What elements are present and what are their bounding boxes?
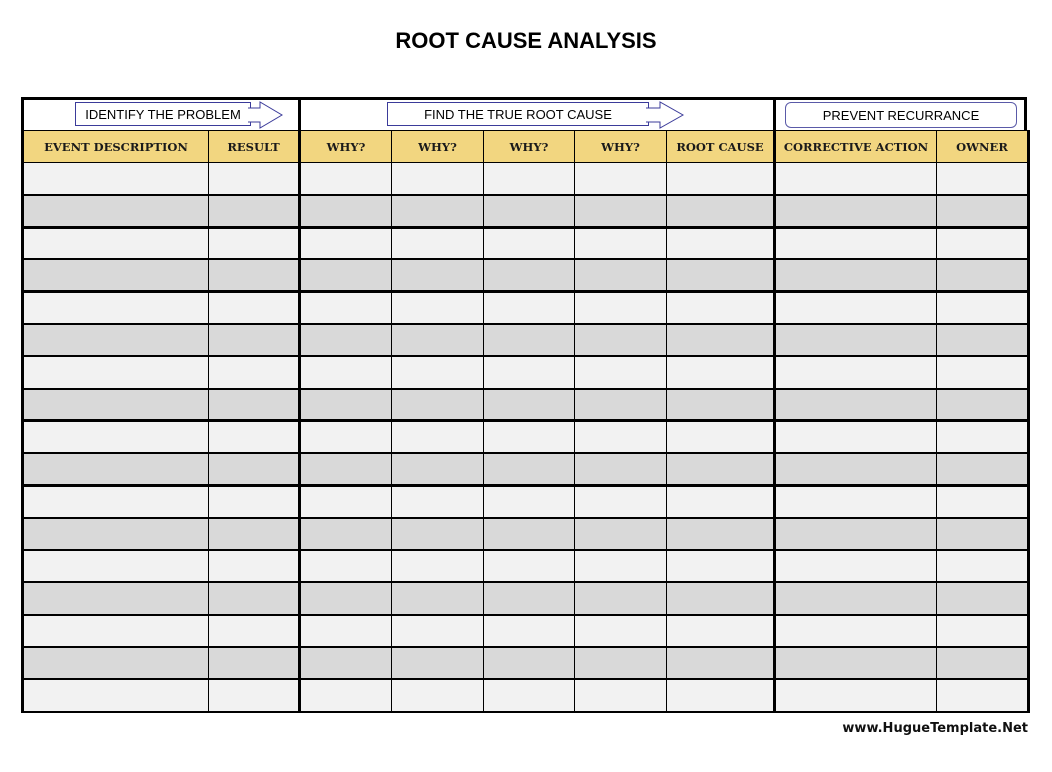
- cell-why-4[interactable]: [575, 421, 667, 453]
- cell-why-1[interactable]: [300, 453, 392, 485]
- cell-corrective-action[interactable]: [775, 550, 937, 582]
- cell-root-cause[interactable]: [667, 389, 775, 421]
- cell-corrective-action[interactable]: [775, 518, 937, 550]
- table-row: [23, 195, 1029, 227]
- cell-event-description[interactable]: [23, 550, 209, 582]
- cell-corrective-action[interactable]: [775, 485, 937, 517]
- identify-problem-label: IDENTIFY THE PROBLEM: [75, 102, 251, 126]
- cell-result[interactable]: [209, 453, 300, 485]
- cell-why-3[interactable]: [484, 227, 575, 259]
- cell-why-3[interactable]: [484, 292, 575, 324]
- cell-owner[interactable]: [937, 582, 1029, 614]
- cell-result[interactable]: [209, 615, 300, 647]
- cell-why-2[interactable]: [392, 518, 484, 550]
- cell-event-description[interactable]: [23, 453, 209, 485]
- cell-why-2[interactable]: [392, 679, 484, 711]
- cell-event-description[interactable]: [23, 259, 209, 291]
- cell-result[interactable]: [209, 195, 300, 227]
- table-row: [23, 421, 1029, 453]
- cell-why-1[interactable]: [300, 615, 392, 647]
- cell-why-2[interactable]: [392, 195, 484, 227]
- cell-why-4[interactable]: [575, 324, 667, 356]
- table-row: [23, 324, 1029, 356]
- cell-why-2[interactable]: [392, 259, 484, 291]
- cell-why-4[interactable]: [575, 227, 667, 259]
- table-row: [23, 227, 1029, 259]
- column-header-row: [23, 131, 1029, 163]
- cell-result[interactable]: [209, 227, 300, 259]
- table-row: [23, 485, 1029, 517]
- cell-owner[interactable]: [937, 163, 1029, 195]
- arrow-right-icon: [248, 101, 286, 129]
- cell-why-1[interactable]: [300, 550, 392, 582]
- arrow-right-icon: [646, 101, 686, 129]
- cell-why-4[interactable]: [575, 163, 667, 195]
- cell-why-1[interactable]: [300, 259, 392, 291]
- cell-why-2[interactable]: [392, 389, 484, 421]
- cell-event-description[interactable]: [23, 163, 209, 195]
- band-divider: [298, 100, 301, 130]
- col-header-root-cause: ROOT CAUSE: [667, 131, 775, 163]
- cell-why-4[interactable]: [575, 550, 667, 582]
- cell-root-cause[interactable]: [667, 679, 775, 711]
- cell-owner[interactable]: [937, 292, 1029, 324]
- cell-why-1[interactable]: [300, 356, 392, 388]
- cell-corrective-action[interactable]: [775, 195, 937, 227]
- cell-corrective-action[interactable]: [775, 389, 937, 421]
- table-row: [23, 356, 1029, 388]
- cell-corrective-action[interactable]: [775, 615, 937, 647]
- cell-owner[interactable]: [937, 453, 1029, 485]
- cell-why-3[interactable]: [484, 324, 575, 356]
- cell-root-cause[interactable]: [667, 163, 775, 195]
- cell-why-2[interactable]: [392, 550, 484, 582]
- cell-root-cause[interactable]: [667, 195, 775, 227]
- cell-result[interactable]: [209, 163, 300, 195]
- cell-why-2[interactable]: [392, 582, 484, 614]
- cell-corrective-action[interactable]: [775, 292, 937, 324]
- cell-result[interactable]: [209, 421, 300, 453]
- cell-result[interactable]: [209, 550, 300, 582]
- cell-why-2[interactable]: [392, 647, 484, 679]
- cell-why-1[interactable]: [300, 518, 392, 550]
- cell-corrective-action[interactable]: [775, 324, 937, 356]
- cell-why-2[interactable]: [392, 615, 484, 647]
- cell-owner[interactable]: [937, 550, 1029, 582]
- cell-owner[interactable]: [937, 324, 1029, 356]
- cell-corrective-action[interactable]: [775, 356, 937, 388]
- cell-corrective-action[interactable]: [775, 582, 937, 614]
- cell-why-1[interactable]: [300, 292, 392, 324]
- cell-why-2[interactable]: [392, 453, 484, 485]
- cell-root-cause[interactable]: [667, 615, 775, 647]
- cell-why-2[interactable]: [392, 485, 484, 517]
- col-header-why-2: WHY?: [392, 131, 484, 163]
- cell-event-description[interactable]: [23, 292, 209, 324]
- cell-why-3[interactable]: [484, 518, 575, 550]
- cell-result[interactable]: [209, 259, 300, 291]
- cell-event-description[interactable]: [23, 195, 209, 227]
- cell-corrective-action[interactable]: [775, 679, 937, 711]
- cell-root-cause[interactable]: [667, 259, 775, 291]
- cell-corrective-action[interactable]: [775, 163, 937, 195]
- rca-sheet: [21, 97, 1027, 713]
- cell-event-description[interactable]: [23, 582, 209, 614]
- cell-owner[interactable]: [937, 259, 1029, 291]
- cell-owner[interactable]: [937, 227, 1029, 259]
- cell-event-description[interactable]: [23, 679, 209, 711]
- table-row: [23, 582, 1029, 614]
- cell-why-1[interactable]: [300, 163, 392, 195]
- cell-root-cause[interactable]: [667, 485, 775, 517]
- cell-root-cause[interactable]: [667, 324, 775, 356]
- cell-why-3[interactable]: [484, 615, 575, 647]
- cell-event-description[interactable]: [23, 615, 209, 647]
- cell-why-1[interactable]: [300, 647, 392, 679]
- cell-event-description[interactable]: [23, 389, 209, 421]
- table-row: [23, 647, 1029, 679]
- col-header-owner: OWNER: [937, 131, 1029, 163]
- cell-why-3[interactable]: [484, 679, 575, 711]
- cell-root-cause[interactable]: [667, 421, 775, 453]
- phase-band: [21, 97, 1027, 130]
- cell-why-4[interactable]: [575, 259, 667, 291]
- cell-why-1[interactable]: [300, 485, 392, 517]
- cell-event-description[interactable]: [23, 518, 209, 550]
- cell-result[interactable]: [209, 518, 300, 550]
- cell-why-1[interactable]: [300, 582, 392, 614]
- cell-root-cause[interactable]: [667, 582, 775, 614]
- cell-root-cause[interactable]: [667, 356, 775, 388]
- cell-why-3[interactable]: [484, 421, 575, 453]
- col-header-event-description: EVENT DESCRIPTION: [23, 131, 209, 163]
- cell-why-4[interactable]: [575, 647, 667, 679]
- cell-result[interactable]: [209, 356, 300, 388]
- cell-why-3[interactable]: [484, 389, 575, 421]
- cell-why-3[interactable]: [484, 550, 575, 582]
- cell-owner[interactable]: [937, 518, 1029, 550]
- find-root-cause-label: FIND THE TRUE ROOT CAUSE: [387, 102, 649, 126]
- table-row: [23, 518, 1029, 550]
- cell-owner[interactable]: [937, 421, 1029, 453]
- cell-why-2[interactable]: [392, 292, 484, 324]
- cell-event-description[interactable]: [23, 421, 209, 453]
- rca-table: [21, 130, 1030, 713]
- page-title: ROOT CAUSE ANALYSIS: [395, 28, 657, 53]
- cell-event-description[interactable]: [23, 324, 209, 356]
- cell-corrective-action[interactable]: [775, 259, 937, 291]
- cell-why-4[interactable]: [575, 292, 667, 324]
- cell-corrective-action[interactable]: [775, 421, 937, 453]
- cell-owner[interactable]: [937, 679, 1029, 711]
- cell-corrective-action[interactable]: [775, 453, 937, 485]
- table-row: [23, 163, 1029, 195]
- col-header-why-1: WHY?: [300, 131, 392, 163]
- cell-why-4[interactable]: [575, 615, 667, 647]
- table-row: [23, 389, 1029, 421]
- cell-why-3[interactable]: [484, 195, 575, 227]
- cell-event-description[interactable]: [23, 647, 209, 679]
- cell-why-2[interactable]: [392, 227, 484, 259]
- cell-result[interactable]: [209, 582, 300, 614]
- cell-owner[interactable]: [937, 195, 1029, 227]
- cell-corrective-action[interactable]: [775, 227, 937, 259]
- cell-why-1[interactable]: [300, 324, 392, 356]
- cell-root-cause[interactable]: [667, 647, 775, 679]
- cell-corrective-action[interactable]: [775, 647, 937, 679]
- cell-why-4[interactable]: [575, 453, 667, 485]
- cell-why-2[interactable]: [392, 421, 484, 453]
- cell-why-4[interactable]: [575, 679, 667, 711]
- cell-why-1[interactable]: [300, 679, 392, 711]
- cell-result[interactable]: [209, 647, 300, 679]
- cell-why-1[interactable]: [300, 195, 392, 227]
- col-header-why-4: WHY?: [575, 131, 667, 163]
- table-row: [23, 453, 1029, 485]
- cell-why-4[interactable]: [575, 389, 667, 421]
- cell-root-cause[interactable]: [667, 550, 775, 582]
- cell-why-3[interactable]: [484, 485, 575, 517]
- cell-result[interactable]: [209, 292, 300, 324]
- website-footer: www.HugueTemplate.Net: [842, 721, 1028, 736]
- cell-event-description[interactable]: [23, 485, 209, 517]
- band-divider: [773, 100, 776, 130]
- cell-event-description[interactable]: [23, 227, 209, 259]
- col-header-why-3: WHY?: [484, 131, 575, 163]
- cell-why-3[interactable]: [484, 647, 575, 679]
- prevent-recurrance-label: PREVENT RECURRANCE: [785, 102, 1017, 128]
- cell-root-cause[interactable]: [667, 292, 775, 324]
- cell-owner[interactable]: [937, 485, 1029, 517]
- cell-root-cause[interactable]: [667, 453, 775, 485]
- table-row: [23, 292, 1029, 324]
- cell-root-cause[interactable]: [667, 227, 775, 259]
- cell-result[interactable]: [209, 389, 300, 421]
- cell-owner[interactable]: [937, 647, 1029, 679]
- cell-why-4[interactable]: [575, 582, 667, 614]
- cell-why-2[interactable]: [392, 163, 484, 195]
- table-body: [23, 163, 1029, 712]
- cell-result[interactable]: [209, 679, 300, 711]
- cell-why-3[interactable]: [484, 582, 575, 614]
- cell-why-2[interactable]: [392, 356, 484, 388]
- cell-why-3[interactable]: [484, 259, 575, 291]
- cell-result[interactable]: [209, 485, 300, 517]
- cell-why-1[interactable]: [300, 227, 392, 259]
- cell-why-3[interactable]: [484, 356, 575, 388]
- cell-why-3[interactable]: [484, 453, 575, 485]
- cell-event-description[interactable]: [23, 356, 209, 388]
- table-row: [23, 615, 1029, 647]
- cell-why-4[interactable]: [575, 485, 667, 517]
- cell-why-3[interactable]: [484, 163, 575, 195]
- cell-why-4[interactable]: [575, 356, 667, 388]
- cell-owner[interactable]: [937, 356, 1029, 388]
- col-header-result: RESULT: [209, 131, 300, 163]
- cell-why-1[interactable]: [300, 389, 392, 421]
- table-row: [23, 550, 1029, 582]
- cell-root-cause[interactable]: [667, 518, 775, 550]
- cell-owner[interactable]: [937, 615, 1029, 647]
- cell-result[interactable]: [209, 324, 300, 356]
- cell-why-1[interactable]: [300, 421, 392, 453]
- table-row: [23, 679, 1029, 711]
- col-header-corrective-action: CORRECTIVE ACTION: [775, 131, 937, 163]
- cell-why-4[interactable]: [575, 518, 667, 550]
- cell-why-2[interactable]: [392, 324, 484, 356]
- table-row: [23, 259, 1029, 291]
- cell-why-4[interactable]: [575, 195, 667, 227]
- cell-owner[interactable]: [937, 389, 1029, 421]
